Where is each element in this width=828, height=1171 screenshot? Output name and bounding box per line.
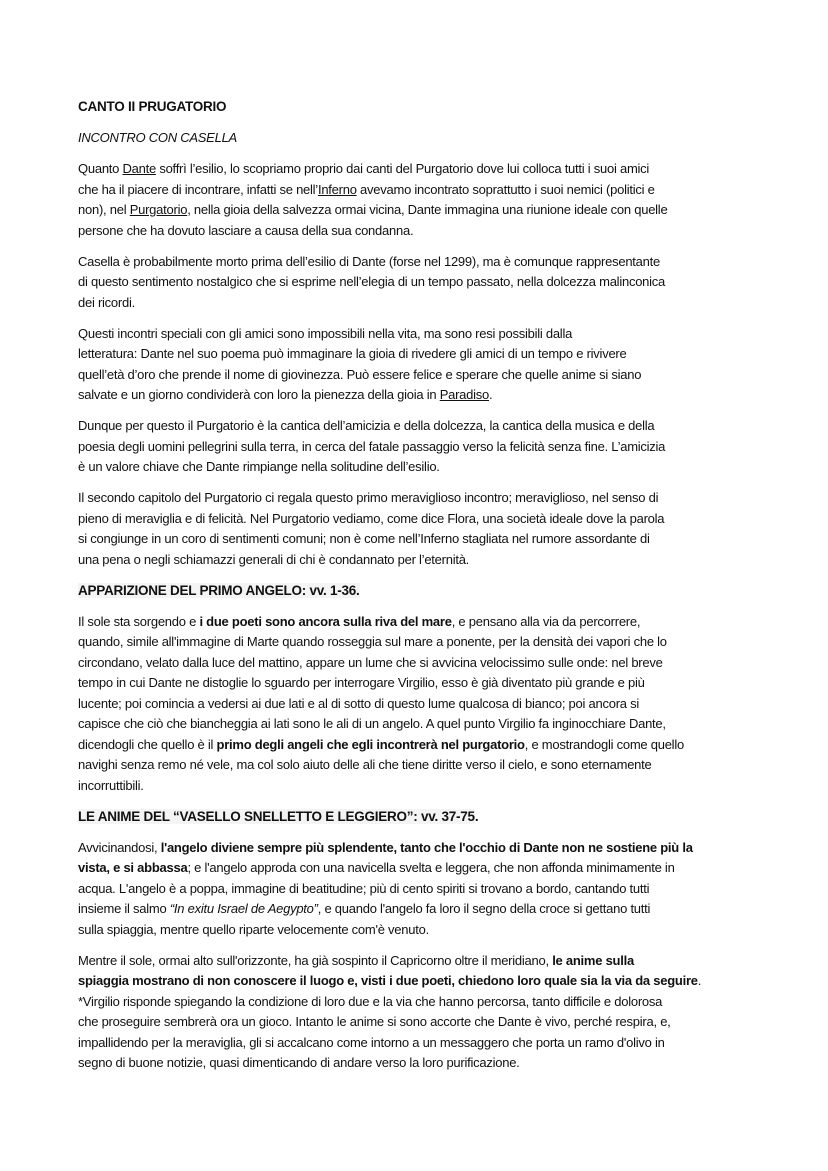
text-run: poesia degli uomini pellegrini sulla terra, in cerca del fatale passaggio verso la felicità senza fine. L’amicizia bbox=[78, 438, 666, 454]
text-run: una pena o negli schiamazzi generali di chi è condannato per l’eternità. bbox=[78, 551, 470, 567]
text-line bbox=[78, 920, 778, 941]
bold-text: le anime sulla bbox=[552, 952, 634, 968]
text-line bbox=[78, 221, 778, 242]
bold-text: l'angelo diviene sempre più splendente, tanto che l'occhio di Dante non ne sostiene più la bbox=[160, 839, 693, 855]
text-run: dei ricordi. bbox=[78, 294, 135, 310]
bold-text: vista, e si abbassa bbox=[78, 860, 188, 875]
body-paragraph bbox=[78, 951, 778, 1074]
text-run: ; e l'angelo approda con una navicella svelta e leggera, che non affonda minimamente in bbox=[187, 860, 675, 875]
text-line bbox=[78, 899, 778, 920]
text-run: si congiunge in un coro di sentimenti comuni; non è come nell’Inferno stagliata nel rumore assordante di bbox=[78, 531, 650, 546]
document-page bbox=[78, 97, 778, 1084]
text-line bbox=[78, 807, 778, 828]
text-run: è un valore chiave che Dante rimpiange nella solitudine dell’esilio. bbox=[78, 459, 440, 474]
underlined-link-text: Paradiso bbox=[439, 387, 490, 402]
document-subtitle bbox=[78, 128, 778, 149]
text-line bbox=[78, 992, 778, 1013]
body-paragraph bbox=[78, 159, 778, 241]
text-run: soffrì l’esilio, lo scopriamo proprio dai canti del Purgatorio dove lui colloca tutti i suoi amici bbox=[155, 161, 650, 176]
text-run: , e quando l'angelo fa loro il segno della croce si gettano tutti bbox=[317, 901, 651, 916]
text-line bbox=[78, 714, 778, 735]
text-run: tempo in cui Dante ne distoglie lo sguardo per interrogare Virgilio, esso è già diventato più grande e più bbox=[78, 675, 645, 690]
text-run: LE ANIME DEL “VASELLO SNELLETTO E LEGGIERO”: vv. 37-75 bbox=[78, 808, 475, 824]
body-paragraph bbox=[78, 252, 778, 314]
text-line bbox=[78, 776, 778, 797]
underlined-link-text: Inferno bbox=[317, 181, 357, 197]
text-line bbox=[78, 437, 778, 458]
text-run: di questo sentimento nostalgico che si esprime nell’elegia di un tempo passato, nella dolcezza malinconica bbox=[78, 274, 666, 289]
text-line bbox=[78, 879, 778, 900]
text-line bbox=[78, 416, 778, 437]
text-run: , e pensano alla via da percorrere, bbox=[451, 613, 641, 629]
text-run: APPARIZIONE DEL PRIMO ANGELO: vv. 1-36. bbox=[78, 582, 360, 598]
text-line bbox=[78, 550, 778, 571]
text-run: capisce che ciò che biancheggia ai lati sono le ali di un angelo. A quel punto Virgilio fa inginocchiare Dante, bbox=[78, 716, 666, 731]
text-line bbox=[78, 385, 778, 406]
text-run: pieno di meraviglia e di felicità. Nel Purgatorio vediamo, come dice Flora, una società ideale dove la parola bbox=[78, 510, 665, 526]
text-run: quando, simile all'immagine di Marte quando rosseggia sul mare a ponente, per la densità dei vapori che lo bbox=[78, 634, 667, 649]
text-run: *Virgilio risponde spiegando la condizione di loro due e la via che hanno percorsa, tanto difficile e dolorosa bbox=[78, 993, 663, 1009]
body-paragraph bbox=[78, 838, 778, 941]
text-run: segno di buone notizie, quasi dimenticando di andare verso la loro purificazione. bbox=[78, 1055, 520, 1070]
text-run: navighi senza remo né vele, ma col solo aiuto delle ali che tiene diritte verso il cielo, e sono eternamente bbox=[78, 757, 652, 772]
text-run: , e mostrandogli come quello bbox=[524, 736, 684, 752]
text-run: persone che ha dovuto lasciare a causa della sua condanna. bbox=[78, 222, 414, 238]
text-run: letteratura: Dante nel suo poema può immaginare la gioia di rivedere gli amici di un tempo e rivivere bbox=[78, 346, 627, 361]
text-run: impallidendo per la meraviglia, gli si accalcano come intorno a un messaggero che porta un ramo d'olivo in bbox=[78, 1034, 665, 1050]
underlined-link-text: Dante bbox=[122, 161, 156, 176]
text-line bbox=[78, 838, 778, 859]
text-line bbox=[78, 344, 778, 365]
text-run: Avvicinandosi, bbox=[78, 839, 161, 855]
text-run: . bbox=[489, 387, 493, 402]
text-line bbox=[78, 632, 778, 653]
text-run: Dunque per questo il Purgatorio è la cantica dell’amicizia e della dolcezza, la cantica della musica e della bbox=[78, 418, 655, 433]
text-run: dicendogli che quello è il bbox=[78, 736, 217, 752]
text-line bbox=[78, 581, 778, 602]
text-run: sulla spiaggia, mentre quello riparte velocemente com'è venuto. bbox=[78, 921, 429, 937]
text-line bbox=[78, 755, 778, 776]
text-line bbox=[78, 252, 778, 273]
heading-highlight bbox=[78, 809, 475, 824]
text-run: . bbox=[474, 808, 479, 824]
text-run: salvate e un giorno condividerà con loro la pienezza della gioia in bbox=[78, 387, 440, 402]
text-line bbox=[78, 457, 778, 478]
text-line bbox=[78, 612, 778, 633]
text-run: Quanto bbox=[78, 161, 123, 176]
text-run: Mentre il sole, ormai alto sull'orizzonte, ha già sospinto il Capricorno oltre il meridiano, bbox=[78, 952, 553, 968]
text-line bbox=[78, 735, 778, 756]
bold-text: i due poeti sono ancora sulla riva del mare bbox=[199, 613, 452, 629]
text-run: Casella è probabilmente morto prima dell’esilio di Dante (forse nel 1299), ma è comunque rappresentante bbox=[78, 253, 660, 269]
text-run: insieme il salmo bbox=[78, 901, 170, 916]
bold-text: spiaggia mostrano di non conoscere il luogo e, visti i due poeti, chiedono loro quale sia la via da seguire bbox=[78, 973, 698, 988]
text-line bbox=[78, 272, 778, 293]
text-run: INCONTRO CON CASELLA bbox=[78, 130, 237, 145]
text-run: , nella gioia della salvezza ormai vicina, Dante immagina una riunione ideale con quelle bbox=[187, 202, 668, 217]
text-line bbox=[78, 858, 778, 879]
text-run: Il secondo capitolo del Purgatorio ci regala questo primo meraviglioso incontro; meraviglioso, nel senso di bbox=[78, 490, 659, 505]
section-heading bbox=[78, 581, 778, 602]
text-line bbox=[78, 509, 778, 530]
italic-text: “In exitu Israel de Aegypto” bbox=[169, 901, 318, 916]
text-line bbox=[78, 488, 778, 509]
text-line bbox=[78, 1053, 778, 1074]
text-line bbox=[78, 365, 778, 386]
text-run: avevamo incontrato soprattutto i suoi nemici (politici e bbox=[356, 181, 655, 197]
body-paragraph bbox=[78, 324, 778, 406]
text-line bbox=[78, 951, 778, 972]
text-line bbox=[78, 180, 778, 201]
text-run: che ha il piacere di incontrare, infatti se nell’ bbox=[78, 181, 318, 197]
text-line bbox=[78, 1033, 778, 1054]
text-line bbox=[78, 97, 778, 118]
text-run: Il sole sta sorgendo e bbox=[78, 613, 200, 629]
text-run: che proseguire sembrerà ora un gioco. Intanto le anime si sono accorte che Dante è vivo, perché respira, e, bbox=[78, 1014, 671, 1029]
text-line bbox=[78, 159, 778, 180]
text-line bbox=[78, 529, 778, 550]
text-line bbox=[78, 653, 778, 674]
text-run: Questi incontri speciali con gli amici sono impossibili nella vita, ma sono resi possibili dalla bbox=[78, 325, 573, 341]
bold-text: primo degli angeli che egli incontrerà nel purgatorio bbox=[216, 736, 525, 752]
text-line bbox=[78, 293, 778, 314]
text-run: quell’età d’oro che prende il nome di giovinezza. Può essere felice e sperare che quelle anime si siano bbox=[78, 366, 642, 382]
body-paragraph bbox=[78, 416, 778, 478]
text-run: CANTO II PRUGATORIO bbox=[78, 99, 227, 114]
text-run: circondano, velato dalla luce del mattino, appare un lume che si avvicina velocissimo sulle onde: nel breve bbox=[78, 654, 663, 670]
text-run: lucente; poi comincia a vedersi ai due lati e al di sotto di questo lume qualcosa di bianco; poi ancora si bbox=[78, 695, 640, 711]
text-line bbox=[78, 1012, 778, 1033]
text-run: acqua. L'angelo è a poppa, immagine di beatitudine; più di cento spiriti si trovano a bordo, cantando tutti bbox=[78, 880, 650, 896]
text-line bbox=[78, 673, 778, 694]
text-line bbox=[78, 128, 778, 149]
text-run: non), nel bbox=[78, 202, 130, 217]
underlined-link-text: Purgatorio bbox=[129, 202, 188, 217]
text-run: . bbox=[697, 973, 702, 988]
text-line bbox=[78, 324, 778, 345]
body-paragraph bbox=[78, 488, 778, 570]
text-line bbox=[78, 694, 778, 715]
text-line bbox=[78, 200, 778, 221]
text-line bbox=[78, 971, 778, 992]
document-title bbox=[78, 97, 778, 118]
text-run: incorruttibili. bbox=[78, 777, 144, 793]
section-heading bbox=[78, 807, 778, 828]
heading-highlight bbox=[78, 583, 360, 598]
body-paragraph bbox=[78, 612, 778, 797]
